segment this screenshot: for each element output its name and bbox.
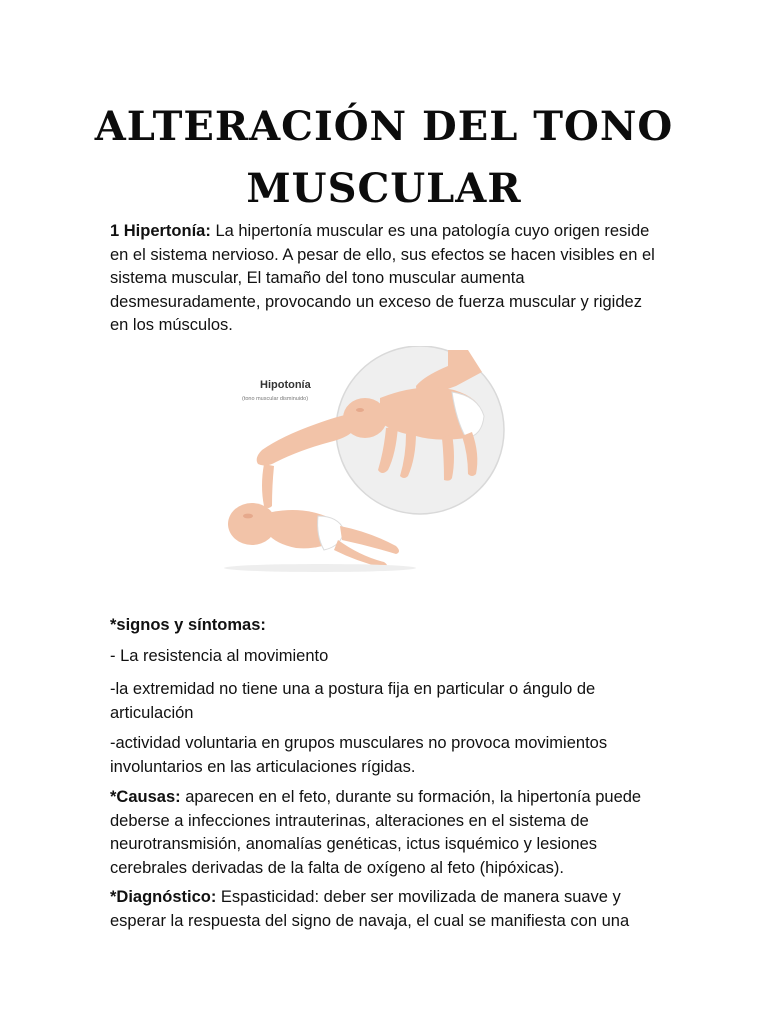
signos-item: -actividad voluntaria en grupos musculares no provoca movimientos involuntarios en las articulaciones rígidas. [110, 734, 608, 776]
hipertonia-text: La hipertonía muscular es una patología cuyo origen reside en el sistema nervioso. A pesar de ello, sus efectos se hacen visibles en el sistema muscular, El tamaño del tono muscular aumenta desmesuradamente, provocando un exceso de fuerza muscular y rigidez en los músculos. [110, 222, 655, 334]
causas-paragraph [110, 786, 658, 880]
diagnostico-paragraph [110, 886, 658, 933]
figure-subheading: (tono muscular disminuido) [242, 396, 309, 402]
diagnostico-text: Espasticidad: deber ser movilizada de manera suave y esperar la respuesta del signo de navaja, el cual se manifiesta con una [110, 888, 630, 930]
floor-shadow [224, 564, 416, 572]
hipotonia-illustration [220, 346, 520, 576]
signos-item: - La resistencia al movimiento [110, 647, 329, 665]
page-title: ALTERACIÓN DEL TONO MUSCULAR [94, 103, 674, 212]
causas-label: *Causas: [110, 788, 181, 806]
diagnostico-label: *Diagnóstico: [110, 888, 217, 906]
figure-heading: Hipotonía [260, 379, 311, 391]
hipertonia-label: 1 Hipertonía: [110, 222, 211, 240]
causas-text: aparecen en el feto, durante su formación, la hipertonía puede deberse a infecciones intrauterinas, alteraciones en el sistema de neurotransmisión, anomalías genéticas, ictus isquémico y lesiones cerebrales derivadas de la falta de oxígeno al feto (hipóxicas). [110, 788, 642, 877]
signos-item: -la extremidad no tiene una a postura fija en particular o ángulo de articulación [110, 680, 596, 722]
hipertonia-paragraph [110, 220, 658, 338]
signos-heading: *signos y síntomas: [110, 616, 266, 634]
